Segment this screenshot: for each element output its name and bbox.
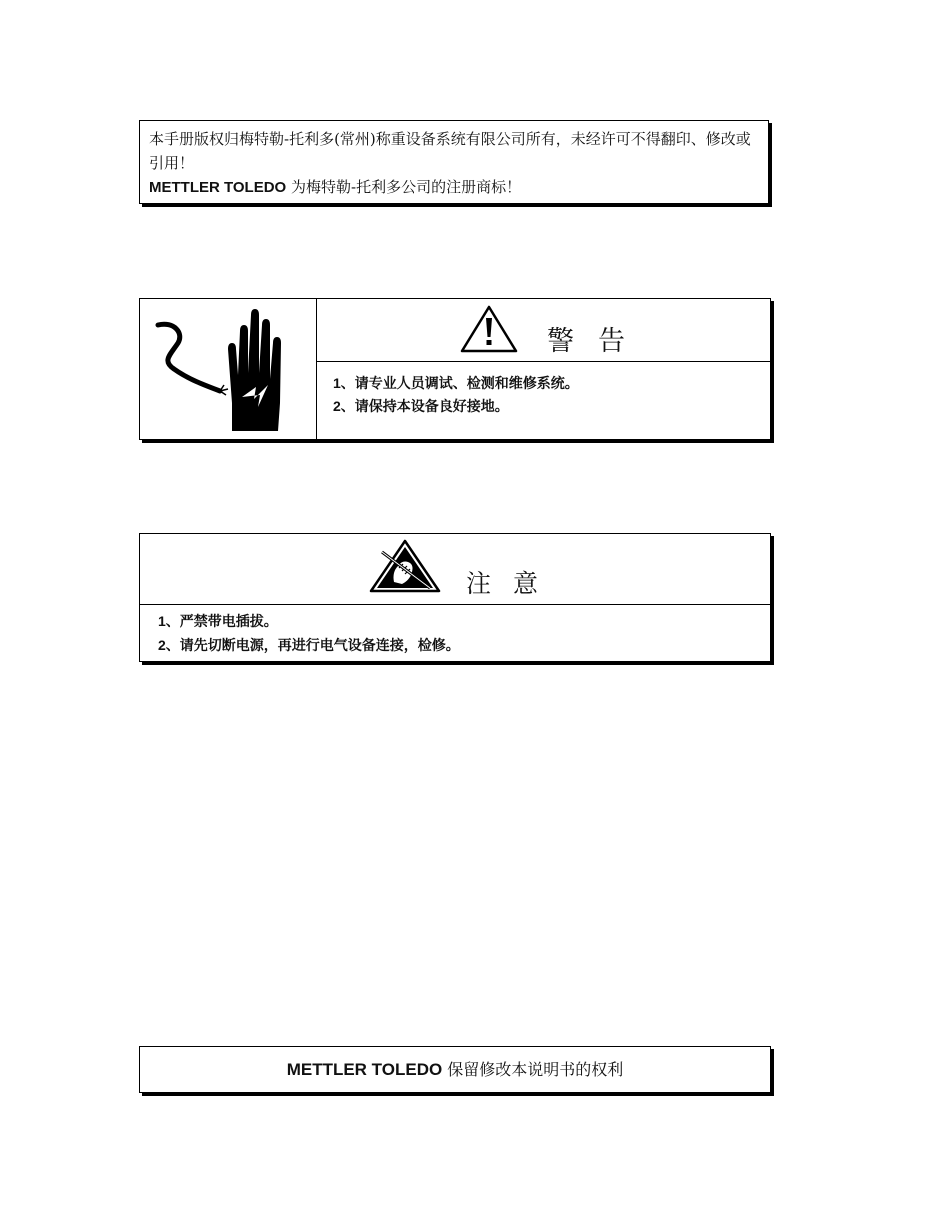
rights-reserved-box [139, 1046, 771, 1093]
footer-brand: METTLER TOLEDO [286, 1060, 443, 1079]
trademark-text [149, 175, 759, 200]
warning-title: 警告 [547, 326, 649, 357]
caution-box [139, 533, 771, 662]
caution-item: 2、请先切断电源，再进行电气设备连接，检修。 [158, 637, 460, 653]
copyright-notice [139, 120, 769, 204]
caution-item: 1、严禁带电插拔。 [158, 613, 278, 629]
electric-shock-icon-cell [140, 299, 317, 439]
footer-text: 保留修改本说明书的权利 [442, 1060, 624, 1079]
warning-box [139, 298, 771, 440]
caution-title: 注意 [466, 569, 561, 598]
caution-list [140, 605, 770, 657]
caution-header [140, 534, 770, 605]
warning-item: 2、请保持本设备良好接地。 [333, 398, 509, 414]
warning-triangle-icon [459, 304, 519, 354]
warning-header [317, 299, 770, 362]
copyright-text: 本手册版权归梅特勒-托利多(常州)称重设备系统有限公司所有，未经许可不得翻印、修改或引用！ [149, 130, 751, 172]
esd-warning-icon [368, 538, 442, 594]
electric-shock-hand-icon [140, 299, 316, 439]
warning-content [317, 299, 770, 439]
warning-list [317, 362, 770, 418]
trademark-brand: METTLER TOLEDO [149, 179, 287, 196]
trademark-rest: 为梅特勒-托利多公司的注册商标！ [286, 178, 522, 196]
warning-item: 1、请专业人员调试、检测和维修系统。 [333, 375, 579, 391]
